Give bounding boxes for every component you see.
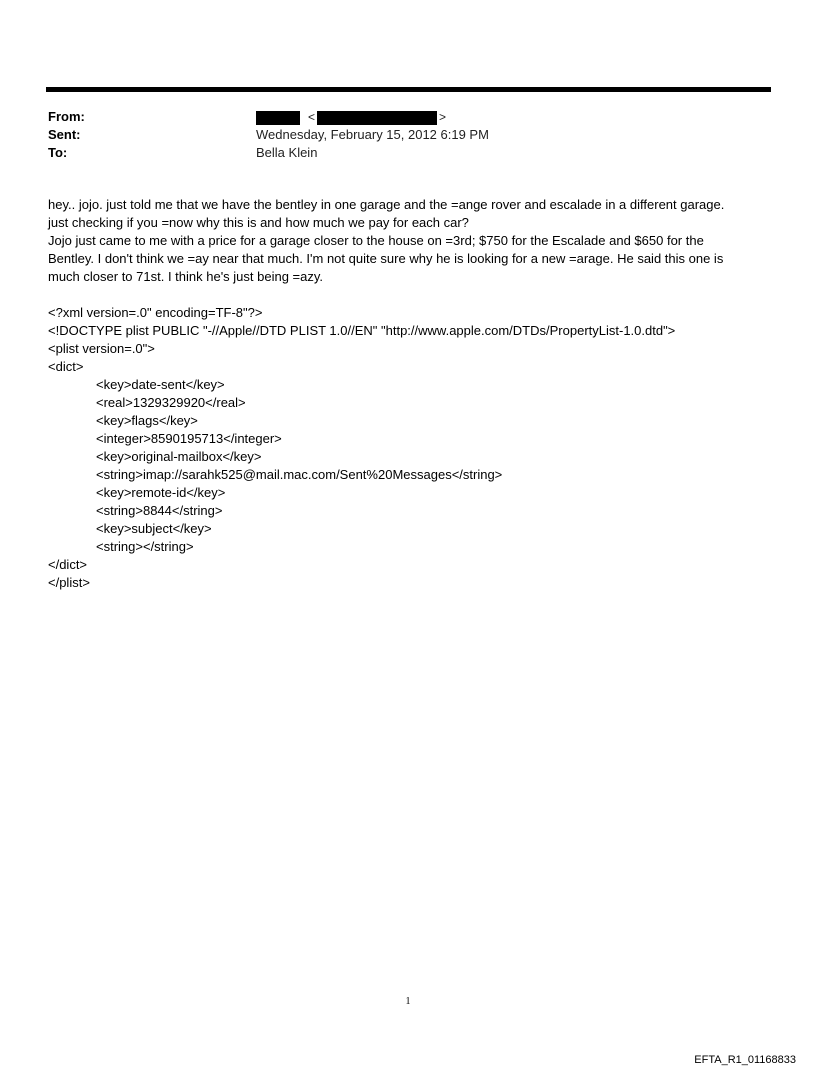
message-line: just checking if you =now why this is and how much we pay for each car? [48, 215, 469, 230]
to-label: To: [48, 145, 68, 160]
from-bracket-open: < [308, 110, 316, 124]
to-value: Bella Klein [256, 145, 318, 160]
plist-line: <key>subject</key> [96, 521, 212, 536]
plist-line: </dict> [48, 557, 88, 572]
plist-line: <!DOCTYPE plist PUBLIC "-//Apple//DTD PLIST 1.0//EN" "http://www.apple.com/DTDs/PropertyList-1.0.dtd"> [48, 323, 676, 338]
message-line: hey.. jojo. just told me that we have the bentley in one garage and the =ange rover and escalade in a different garage. [48, 197, 725, 212]
plist-line: <string>imap://sarahk525@mail.mac.com/Sent%20Messages</string> [96, 467, 503, 482]
plist-line: <string></string> [96, 539, 194, 554]
plist-line: <?xml version=.0" encoding=TF-8"?> [48, 305, 263, 320]
plist-line: <key>flags</key> [96, 413, 198, 428]
message-line: Jojo just came to me with a price for a garage closer to the house on =3rd; $750 for the Escalade and $650 for the [48, 233, 704, 248]
plist-line: </plist> [48, 575, 90, 590]
from-row [48, 108, 768, 126]
sent-row [48, 126, 768, 144]
document-id: EFTA_R1_01168833 [694, 1054, 796, 1066]
message-line: much closer to 71st. I think he's just being =azy. [48, 269, 324, 284]
from-bracket-close: > [439, 110, 447, 124]
to-row [48, 144, 768, 162]
plist-line: <key>remote-id</key> [96, 485, 226, 500]
redaction-block [256, 111, 300, 125]
email-header [48, 108, 768, 162]
from-label: From: [48, 109, 85, 124]
sent-value: Wednesday, February 15, 2012 6:19 PM [256, 127, 489, 142]
plist-line: <real>1329329920</real> [96, 395, 246, 410]
plist-line: <string>8844</string> [96, 503, 223, 518]
sent-label: Sent: [48, 127, 81, 142]
plist-line: <key>original-mailbox</key> [96, 449, 262, 464]
from-value [256, 108, 448, 126]
plist-line: <integer>8590195713</integer> [96, 431, 282, 446]
header-rule [46, 87, 771, 92]
plist-line: <key>date-sent</key> [96, 377, 225, 392]
email-body [48, 196, 768, 610]
plist-block [48, 304, 768, 592]
page-number: 1 [405, 996, 411, 1007]
redaction-block [317, 111, 437, 125]
plist-line: <plist version=.0"> [48, 341, 155, 356]
message-text [48, 196, 768, 286]
plist-line: <dict> [48, 359, 84, 374]
message-line: Bentley. I don't think we =ay near that much. I'm not quite sure why he is looking for a new =arage. He said this one is [48, 251, 724, 266]
